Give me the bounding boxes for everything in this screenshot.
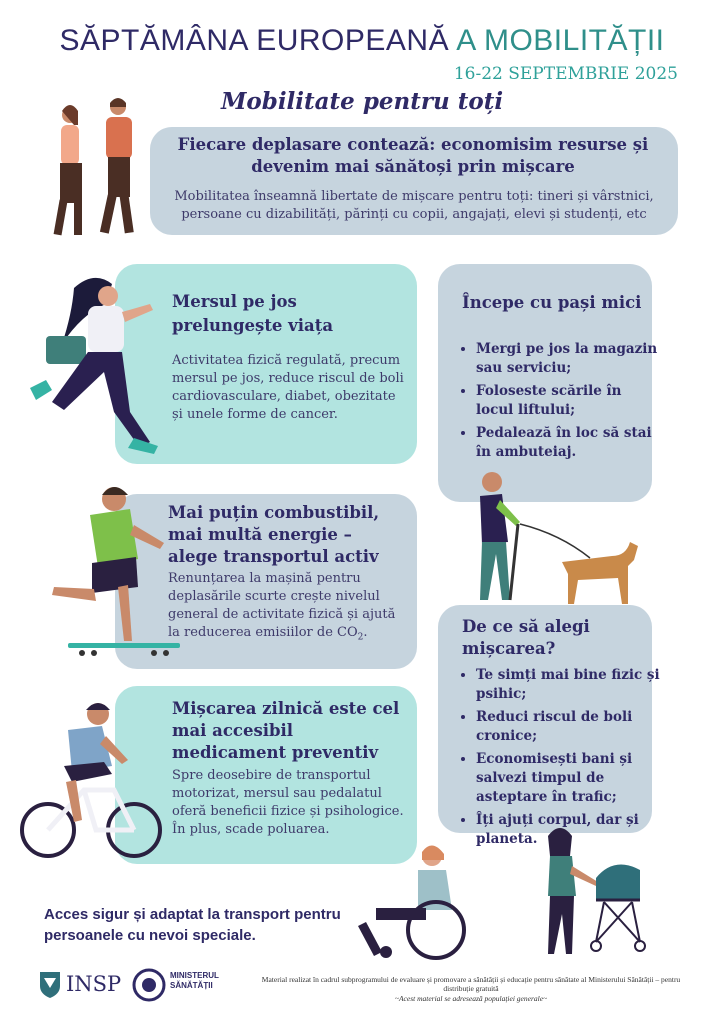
footer-note-line-2: distribuție gratuită bbox=[443, 984, 499, 994]
small-steps-item: • Mergi pe jos la magazin sau serviciu; bbox=[476, 340, 658, 378]
why-move-item: • Îți ajuți corpul, dar și planeta. bbox=[476, 811, 664, 849]
title-part-1: SĂPTĂMÂNA EUROPEANĂ bbox=[59, 24, 457, 57]
slogan: Mobilitate pentru toți bbox=[220, 88, 504, 115]
active-transport-text bbox=[168, 570, 408, 647]
daily-movement-heading: Mișcarea zilnică este cel mai accesibil medicament preventiv bbox=[172, 699, 400, 762]
running-woman-illustration bbox=[26, 268, 176, 463]
parent-with-stroller-illustration bbox=[532, 826, 660, 961]
wheelchair-user-illustration bbox=[356, 842, 474, 962]
small-steps-item: • Pedalează în loc să stai în ambuteiaj. bbox=[476, 424, 658, 462]
active-transport-text-main: Renunțarea la mașină pentru deplasările scurte crește nivelul general de activitate fizică și ajută la reducerea emisiilor de CO bbox=[168, 571, 396, 640]
ministry-line-2: SĂNĂTĂȚII bbox=[170, 981, 213, 990]
why-move-heading: De ce să alegi mișcarea? bbox=[462, 617, 590, 658]
page-title bbox=[0, 24, 724, 58]
why-move-item: • Reduci riscul de boli cronice; bbox=[476, 708, 664, 746]
ministry-line-1: MINISTERUL bbox=[170, 971, 219, 980]
small-steps-list bbox=[458, 340, 658, 466]
daily-movement-text: Spre deosebire de transportul motorizat, mersul sau pedalatul oferă beneficii fizice și psihologice. În plus, scade poluarea. bbox=[172, 768, 404, 837]
co2-subscript: 2 bbox=[357, 632, 364, 643]
accessibility-note: Acces sigur și adaptat la transport pentru persoanele cu nevoi speciale. bbox=[44, 906, 341, 944]
active-transport-heading: Mai puțin combustibil, mai multă energie – alege transportul activ bbox=[168, 503, 380, 566]
ministry-seal-icon bbox=[132, 968, 166, 1002]
title-part-2: A MOBILITĂȚII bbox=[456, 24, 665, 57]
ministry-name bbox=[170, 971, 219, 991]
active-transport-text-end: . bbox=[363, 625, 368, 640]
walking-text: Activitatea fizică regulată, precum mersul pe jos, reduce riscul de boli cardiovasculare, diabet, obezitate și unele forme de cancer. bbox=[172, 353, 404, 422]
why-move-item: • Economisești bani și salvezi timpul de asteptare în trafic; bbox=[476, 750, 664, 807]
small-steps-heading: Începe cu pași mici bbox=[462, 293, 642, 312]
event-dates: 16-22 SEPTEMBRIE 2025 bbox=[453, 64, 678, 84]
man-walking-dog-illustration bbox=[452, 470, 642, 605]
small-steps-item: • Foloseste scările în locul liftului; bbox=[476, 382, 658, 420]
footer-note-line-1: Material realizat în cadrul subprogramului de evaluare și promovare a sănătății și educație pentru sănătate al Ministerului Sănătății – pentru bbox=[261, 975, 681, 984]
walking-couple-illustration bbox=[40, 95, 155, 245]
why-move-list bbox=[458, 666, 664, 853]
walking-heading: Mersul pe jos prelungește viața bbox=[172, 292, 334, 335]
footer-note-line-3: ~Acest material se adresează populației generale~ bbox=[394, 993, 548, 1003]
insp-logo-text: INSP bbox=[66, 972, 122, 996]
insp-shield-icon bbox=[38, 970, 62, 998]
skateboarder-illustration bbox=[30, 485, 190, 660]
footer-note bbox=[236, 975, 706, 1003]
why-move-item: • Te simți mai bine fizic și psihic; bbox=[476, 666, 664, 704]
intro-text: Mobilitatea înseamnă libertate de mișcare pentru toți: tineri și vârstnici, persoane cu dizabilități, părinți cu copii, angajați, elevi și studenți, etc bbox=[174, 189, 654, 222]
cyclist-illustration bbox=[16, 700, 166, 865]
intro-heading: Fiecare deplasare contează: economisim resurse și devenim mai sănătoși prin mișcare bbox=[177, 135, 649, 176]
